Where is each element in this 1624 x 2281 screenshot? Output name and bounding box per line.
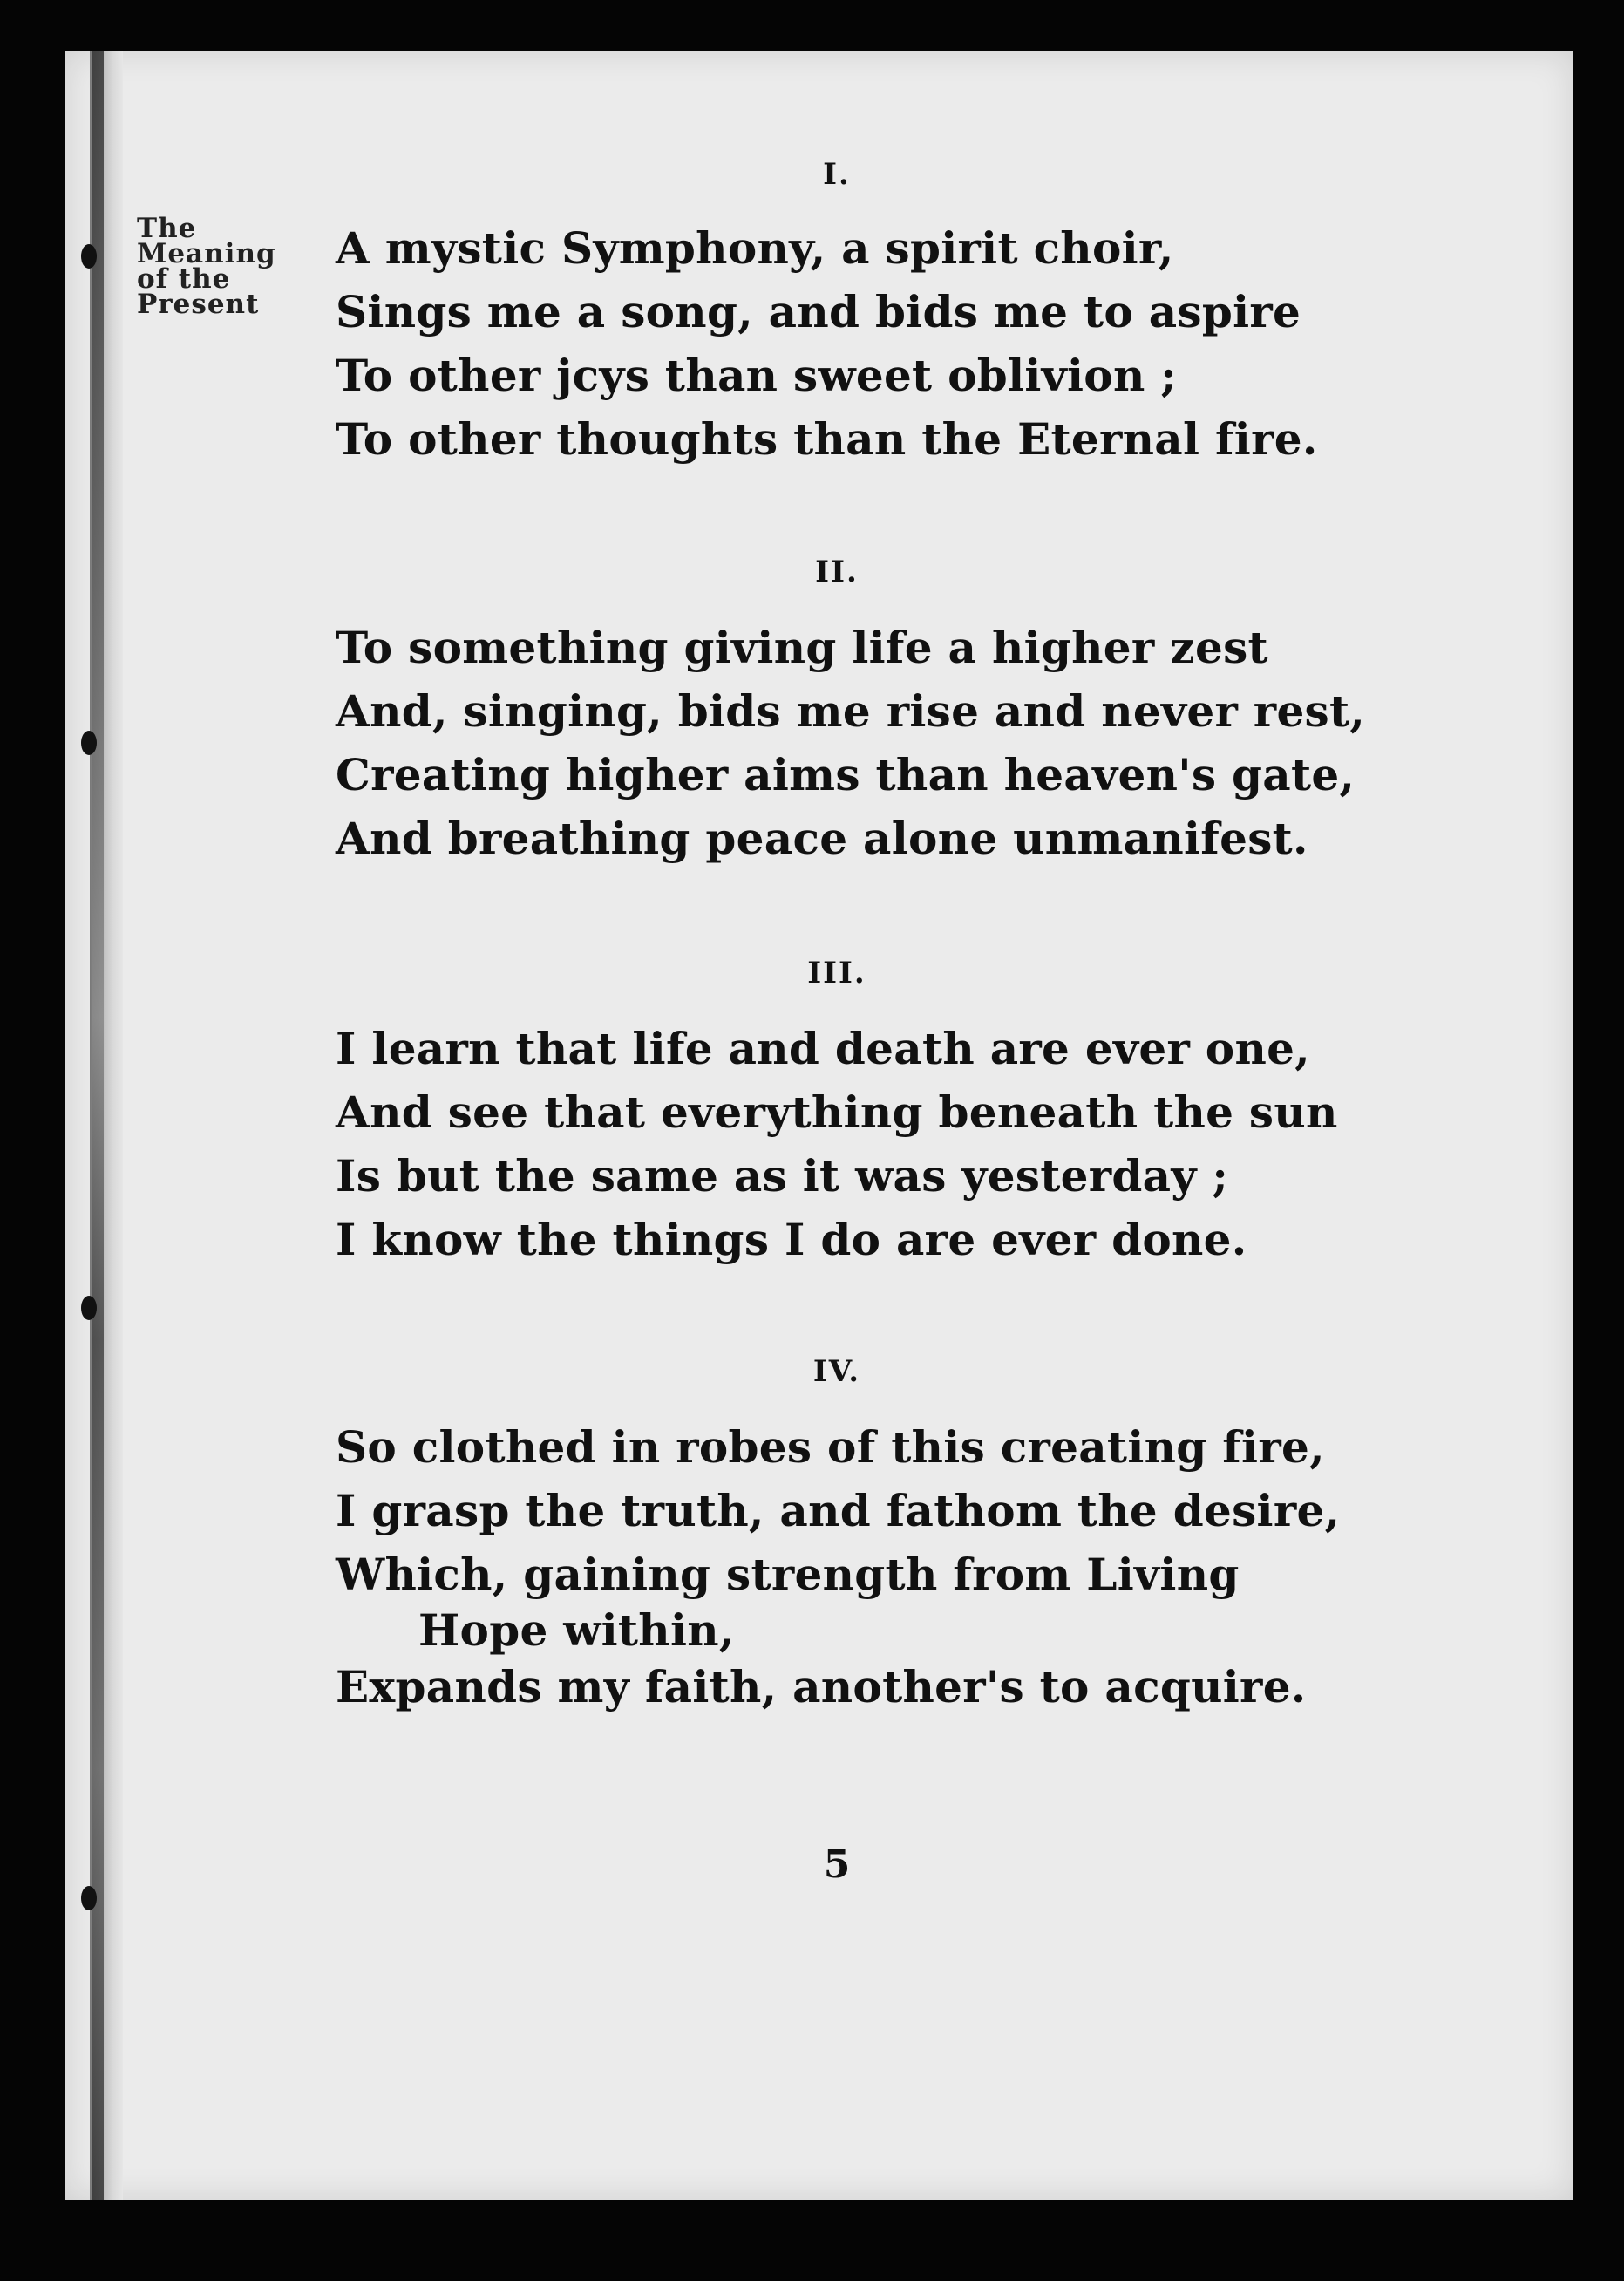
book-page: [65, 51, 1573, 2200]
verse-line: I grasp the truth, and fathom the desire,: [336, 1485, 1341, 1536]
verse-line: To other thoughts than the Eternal fire.: [336, 413, 1318, 465]
verse-line-continuation: Hope within,: [418, 1604, 735, 1656]
verse-line: I know the things I do are ever done.: [336, 1214, 1247, 1265]
side-note: [137, 213, 276, 320]
side-note-line: The: [137, 213, 197, 244]
verse-line: Which, gaining strength from Living: [336, 1549, 1240, 1600]
binding-hole: [81, 731, 97, 755]
stanza-number: IV.: [812, 1354, 861, 1389]
verse-line: So clothed in robes of this creating fire,: [336, 1421, 1325, 1473]
stanza: [336, 216, 1321, 471]
side-note-line: of the: [137, 263, 231, 295]
side-note-line: Present: [137, 289, 260, 320]
verse-line: Expands my faith, another's to acquire.: [336, 1661, 1307, 1712]
page-number: 5: [823, 1842, 851, 1887]
verse-line: I learn that life and death are ever one,: [336, 1023, 1310, 1074]
verse-line: Creating higher aims than heaven's gate,: [336, 749, 1356, 800]
verse-line: And breathing peace alone unmanifest.: [336, 813, 1308, 864]
verse-line: To other jcys than sweet oblivion ;: [336, 350, 1178, 401]
binding-hole: [81, 1296, 97, 1320]
binding-hole: [81, 1886, 97, 1910]
stanza-number: I.: [823, 157, 851, 192]
stanza-number: II.: [815, 555, 859, 589]
side-note-line: Meaning: [137, 238, 276, 269]
stanza: [336, 1415, 1341, 1719]
stanza-number: III.: [807, 956, 866, 991]
verse-line: A mystic Symphony, a spirit choir,: [336, 222, 1174, 274]
verse-line: And see that everything beneath the sun: [336, 1086, 1338, 1138]
binding-hole: [81, 244, 97, 269]
verse-line: To something giving life a higher zest: [336, 622, 1268, 673]
stanza: [336, 1017, 1338, 1271]
verse-line: And, singing, bids me rise and never rest,: [336, 685, 1366, 737]
stanza: [336, 616, 1366, 870]
verse-line: Is but the same as it was yesterday ;: [336, 1150, 1229, 1202]
verse-line: Sings me a song, and bids me to aspire: [336, 286, 1301, 337]
